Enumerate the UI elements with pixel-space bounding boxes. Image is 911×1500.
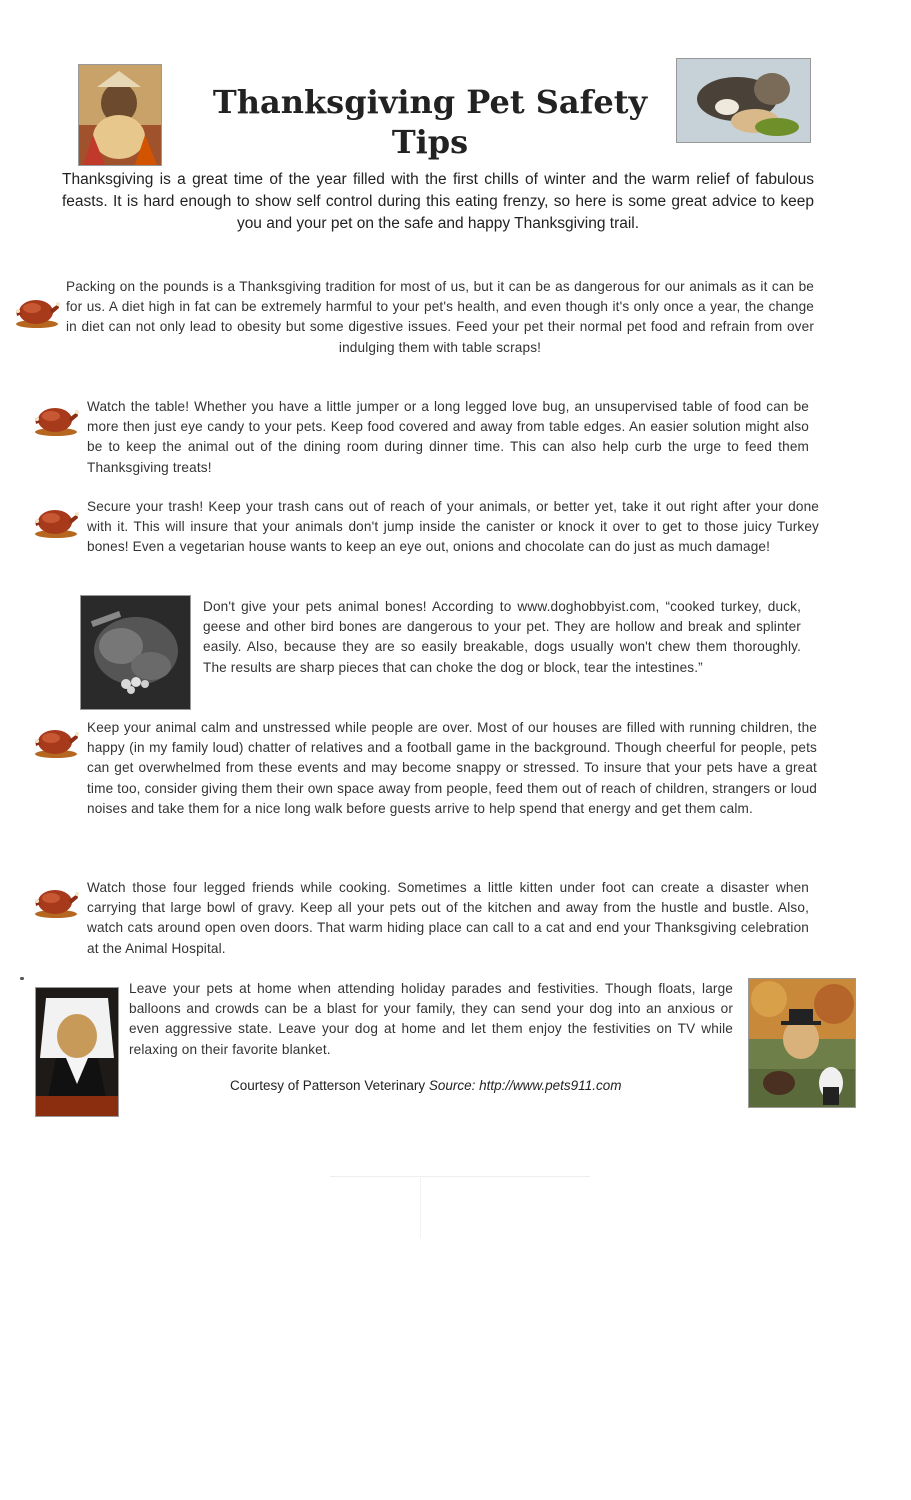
dog-pilgrim-bonnet-photo [35,987,119,1117]
xray-bones-photo [80,595,191,710]
tip-trash-paragraph: Secure your trash! Keep your trash cans out of reach of your animals, or better yet, take it out right after your done with it. This will insure that your animals don't jump inside the canister or knock it over to get to those juicy Turkey bones! Even a vegetarian house wants to keep an eye out, onions and chocolate can do just as much damage! [87,499,819,555]
roast-turkey-icon [33,398,79,438]
tip-bones-paragraph: Don't give your pets animal bones! According to www.doghobbyist.com, “cooked turkey, duck, geese and other bird bones are dangerous to your pet. They are hollow and break and splinter easily. Also, because they are so easily breakable, dogs usually won't chew them thoroughly. The results are sharp pieces that can choke the dog or block, tear the intestines.” [203,599,801,675]
cat-eating-turkey-photo [676,58,811,143]
tip-weight-paragraph: Packing on the pounds is a Thanksgiving tradition for most of us, but it can be as dangerous for our animals as it can be for us. A diet high in fat can be extremely harmful to your pet's health, and even though it's only once a year, the change in diet can not only lead to obesity but some digestive issues. Feed your pet their normal pet food and refrain from over indulging them with table scraps! [66,279,814,355]
roast-turkey-icon [33,720,79,760]
tip-cooking-paragraph: Watch those four legged friends while cooking. Sometimes a little kitten under foot can create a disaster when carrying that large bowl of gravy. Keep all your pets out of the kitchen and away from the hustle and bustle. Also, watch cats around open oven doors. That warm hiding place can call to a cat and end your Thanksgiving celebration at the Animal Hospital. [87,880,809,956]
page-title: Thanksgiving Pet Safety Tips [212,83,648,161]
intro-paragraph: Thanksgiving is a great time of the year filled with the first chills of winter and the warm relief of fabulous feasts. It is hard enough to show self control during this eating frenzy, so here is some great advice to keep you and your pet on the safe and happy Thanksgiving trail. [62,171,814,232]
scan-smudge [20,977,24,980]
scan-artifact-line [420,1178,421,1238]
roast-turkey-icon [33,500,79,540]
roast-turkey-icon [14,290,60,330]
pilgrim-pets-autumn-photo [748,978,856,1108]
tip-calm-paragraph: Keep your animal calm and unstressed while people are over. Most of our houses are filled with running children, the happy (in my family loud) chatter of relatives and a football game in the background. Though cheerful for people, pets can get overwhelmed from these events and may become snappy or stressed. To insure that your pets have a great time too, consider giving them their own space away from people, feed them out of reach of children, strangers or loud noises and take them for a nice long walk before guests arrive to help spend that energy and get them calm. [87,720,817,816]
tip-table-paragraph: Watch the table! Whether you have a little jumper or a long legged love bug, an unsupervised table of food can be more then just eye candy to your pets. Keep food covered and away from table edges. An easier solution might also be to keep the animal out of the dining room during dinner time. This can also help curb the urge to feed them Thanksgiving treats! [87,399,809,475]
scan-artifact-line [330,1176,590,1177]
roast-turkey-icon [33,880,79,920]
courtesy-line [230,1078,621,1093]
tip-parades-paragraph: Leave your pets at home when attending holiday parades and festivities. Though floats, large balloons and crowds can be a blast for your family, they can send your dog into an anxious or even aggressive state. Leave your dog at home and let them enjoy the festivities on TV while relaxing on their favorite blanket. [129,981,733,1057]
dog-pilgrim-costume-photo [78,64,162,166]
courtesy-text: Courtesy of Patterson Veterinary [230,1078,429,1093]
source-citation: Source: http://www.pets911.com [428,1078,622,1093]
